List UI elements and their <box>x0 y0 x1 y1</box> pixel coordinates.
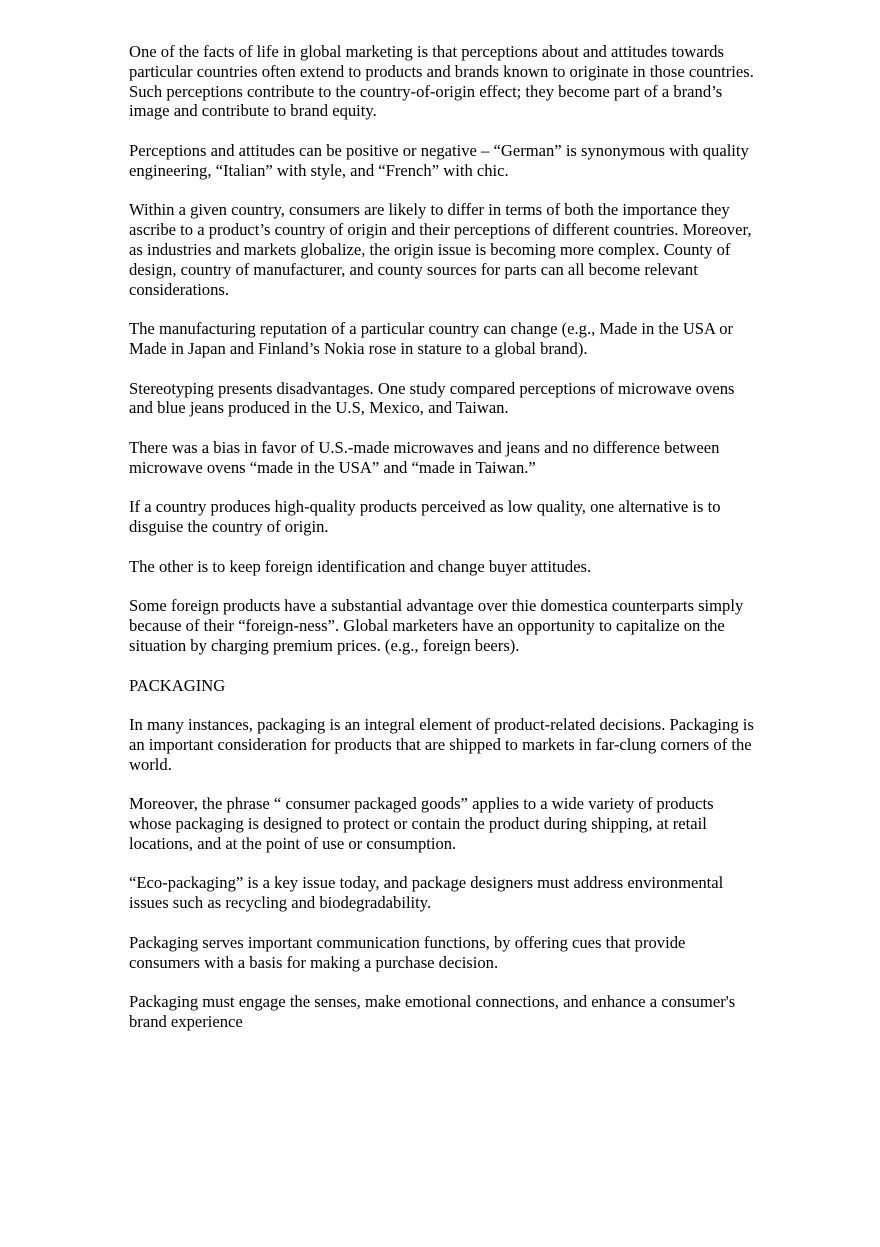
paragraph-engage-senses: Packaging must engage the senses, make emotional connections, and enhance a consumer's brand experience <box>129 992 736 1032</box>
paragraph-eco-packaging: “Eco-packaging” is a key issue today, and package designers must address environmental issues such as recycling and biodegradability. <box>129 873 724 913</box>
paragraph-perceptions: Perceptions and attitudes can be positive or negative – “German” is synonymous with quality engineering, “Italian” with style, and “French” with chic. <box>129 140 749 180</box>
paragraph-bias: There was a bias in favor of U.S.-made microwaves and jeans and no difference between microwave ovens “made in the USA” and “made in Taiwan.” <box>129 437 720 477</box>
document-body <box>129 42 754 1052</box>
paragraph-disguise-origin: If a country produces high-quality products perceived as low quality, one alternative is to disguise the country of origin. <box>129 497 721 537</box>
paragraph-manufacturing-reputation: The manufacturing reputation of a particular country can change (e.g., Made in the USA or Made in Japan and Finland’s Nokia rose in stature to a global brand). <box>129 319 734 358</box>
paragraph-within-country: Within a given country, consumers are likely to differ in terms of both the importance they ascribe to a product’s country of origin and their perceptions of different countries. Moreover, as industries and markets globalize, the origin issue is becoming more complex. County of design, country of manufacturer, and county sources for parts can all become relevant considerations. <box>129 200 752 299</box>
paragraph-country-of-origin: One of the facts of life in global marketing is that perceptions about and attitudes towards particular countries often extend to products and brands known to originate in those countries. Such perceptions contribute to the country-of-origin effect; they become part of a brand’s image and contribute to brand equity. <box>129 42 754 121</box>
paragraph-foreign-identification: The other is to keep foreign identification and change buyer attitudes. <box>129 556 592 576</box>
paragraph-consumer-packaged-goods: Moreover, the phrase “ consumer packaged goods” applies to a wide variety of products whose packaging is designed to protect or contain the product during shipping, at retail locations, and at the point of use or consumption. <box>129 794 714 853</box>
section-heading-packaging: PACKAGING <box>129 675 226 695</box>
paragraph-packaging-integral: In many instances, packaging is an integral element of product-related decisions. Packaging is an important consideration for products that are shipped to markets in far-clung corners of the world. <box>129 715 754 774</box>
paragraph-communication-functions: Packaging serves important communication functions, by offering cues that provide consumers with a basis for making a purchase decision. <box>129 932 686 972</box>
paragraph-stereotyping: Stereotyping presents disadvantages. One study compared perceptions of microwave ovens and blue jeans produced in the U.S, Mexico, and Taiwan. <box>129 378 735 418</box>
paragraph-foreign-ness: Some foreign products have a substantial advantage over thie domestica counterparts simply because of their “foreign-ness”. Global marketers have an opportunity to capitalize on the situation by charging premium prices. (e.g., foreign beers). <box>129 596 744 655</box>
